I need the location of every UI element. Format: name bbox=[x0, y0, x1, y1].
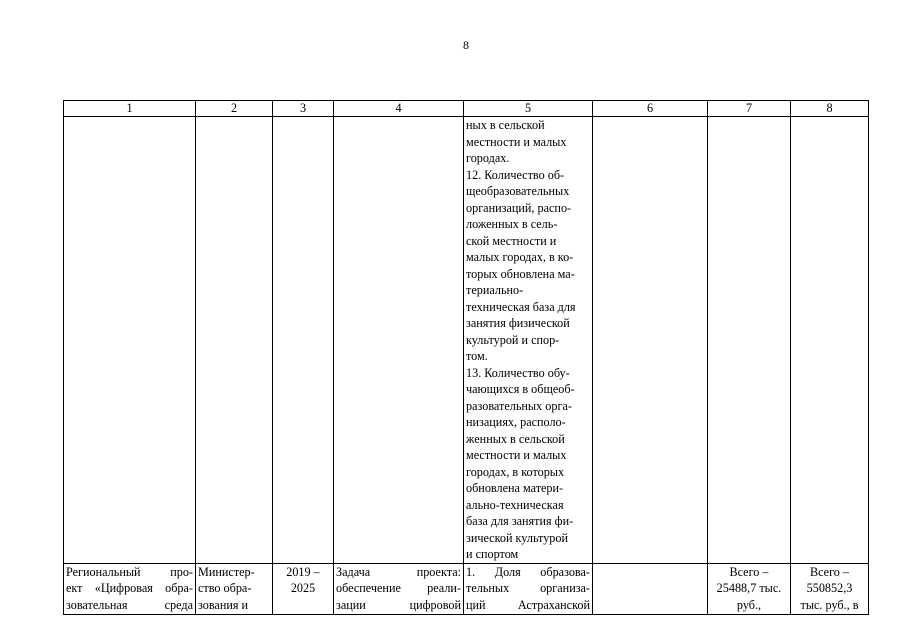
cell-funding-1 bbox=[708, 563, 791, 614]
header-row bbox=[64, 101, 869, 117]
header-col-2: 2 bbox=[196, 101, 273, 117]
cell-text-line: женных в сельской bbox=[466, 431, 565, 446]
cell-text-line: зовательная среда bbox=[66, 597, 193, 612]
cell-text-line: торых обновлена ма- bbox=[466, 266, 575, 281]
cell-text-line: зации цифровой bbox=[336, 597, 461, 612]
cell-4 bbox=[334, 117, 464, 564]
cell-indicators bbox=[464, 563, 593, 614]
cell-text-line: ской местности и bbox=[466, 233, 557, 248]
cell-project-name bbox=[64, 563, 196, 614]
cell-period bbox=[273, 563, 334, 614]
cell-8 bbox=[791, 117, 869, 564]
cell-text-line: териально- bbox=[466, 283, 524, 297]
cell-text-line: Всего – bbox=[809, 564, 850, 579]
cell-text-line: тыс. руб., в bbox=[800, 597, 859, 612]
cell-text-line: занятия физической bbox=[466, 316, 570, 330]
cell-text-line: тельных организа- bbox=[466, 581, 590, 595]
cell-3 bbox=[273, 117, 334, 564]
cell-text-line: 2019 – bbox=[286, 564, 320, 579]
header-col-6: 6 bbox=[593, 101, 708, 117]
cell-text-line: 25488,7 тыс. bbox=[716, 581, 782, 595]
cell-text-line: местности и малых bbox=[466, 448, 567, 462]
cell-text-line: техническая база для bbox=[466, 299, 576, 314]
program-table bbox=[63, 100, 869, 615]
cell-text-line: 550852,3 bbox=[806, 581, 853, 595]
cell-2 bbox=[196, 117, 273, 564]
cell-text-line: зования и bbox=[198, 597, 249, 612]
cell-7 bbox=[708, 117, 791, 564]
header-col-7: 7 bbox=[708, 101, 791, 117]
cell-text-line: ций Астраханской bbox=[466, 597, 590, 612]
cell-text-line: малых городах, в ко- bbox=[466, 250, 574, 264]
cell-text-line: чающихся в общеоб- bbox=[466, 382, 575, 396]
cell-text-line: база для занятия фи- bbox=[466, 514, 574, 528]
cell-text-line: организаций, распо- bbox=[466, 200, 572, 215]
cell-text-line: Министер- bbox=[198, 564, 255, 579]
cell-text-line: Региональный про- bbox=[66, 564, 193, 579]
cell-text-line: 12. Количество об- bbox=[466, 167, 565, 182]
cell-text-line: ально-техническая bbox=[466, 497, 564, 512]
header-col-1: 1 bbox=[64, 101, 196, 117]
cell-1 bbox=[64, 117, 196, 564]
header-col-4: 4 bbox=[334, 101, 464, 117]
cell-text-line: местности и малых bbox=[466, 134, 567, 149]
cell-text-line: разовательных орга- bbox=[466, 398, 572, 413]
table-row-continuation bbox=[64, 117, 869, 564]
cell-text-line: культурой и спор- bbox=[466, 332, 560, 347]
cell-responsible bbox=[196, 563, 273, 614]
header-col-3: 3 bbox=[273, 101, 334, 117]
cell-text-line: 13. Количество обу- bbox=[466, 365, 570, 380]
cell-text-line: том. bbox=[466, 349, 488, 363]
cell-text-line: городах. bbox=[466, 151, 510, 165]
cell-text-line: низациях, располо- bbox=[466, 415, 566, 429]
cell-text-line: обновлена матери- bbox=[466, 481, 564, 495]
header-col-8: 8 bbox=[791, 101, 869, 117]
cell-6 bbox=[593, 117, 708, 564]
cell-text-line: 2025 bbox=[290, 581, 316, 595]
cell-text-line: руб., bbox=[736, 597, 762, 612]
header-col-5: 5 bbox=[464, 101, 593, 117]
cell-col6 bbox=[593, 563, 708, 614]
cell-text-line: Всего – bbox=[729, 564, 769, 579]
page-number: 8 bbox=[463, 38, 469, 52]
table-row-project bbox=[64, 563, 869, 614]
cell-text-line: зической культурой bbox=[466, 530, 569, 545]
cell-text-line: Задача проекта: bbox=[336, 564, 461, 579]
cell-task bbox=[334, 563, 464, 614]
cell-text-line: ект «Цифровая обра- bbox=[66, 581, 193, 595]
cell-text-line: ство обра- bbox=[198, 581, 252, 595]
cell-text-line: и спортом bbox=[466, 547, 519, 561]
cell-text-line: ложенных в сель- bbox=[466, 217, 558, 231]
cell-text-line: ных в сельской bbox=[466, 118, 545, 132]
cell-text-line: 1. Доля образова- bbox=[466, 564, 590, 579]
cell-5-indicators bbox=[464, 117, 593, 564]
cell-funding-2 bbox=[791, 563, 869, 614]
cell-text-line: городах, в которых bbox=[466, 464, 565, 479]
cell-text-line: обеспечение реали- bbox=[336, 581, 461, 595]
cell-text-line: щеобразовательных bbox=[466, 184, 570, 198]
